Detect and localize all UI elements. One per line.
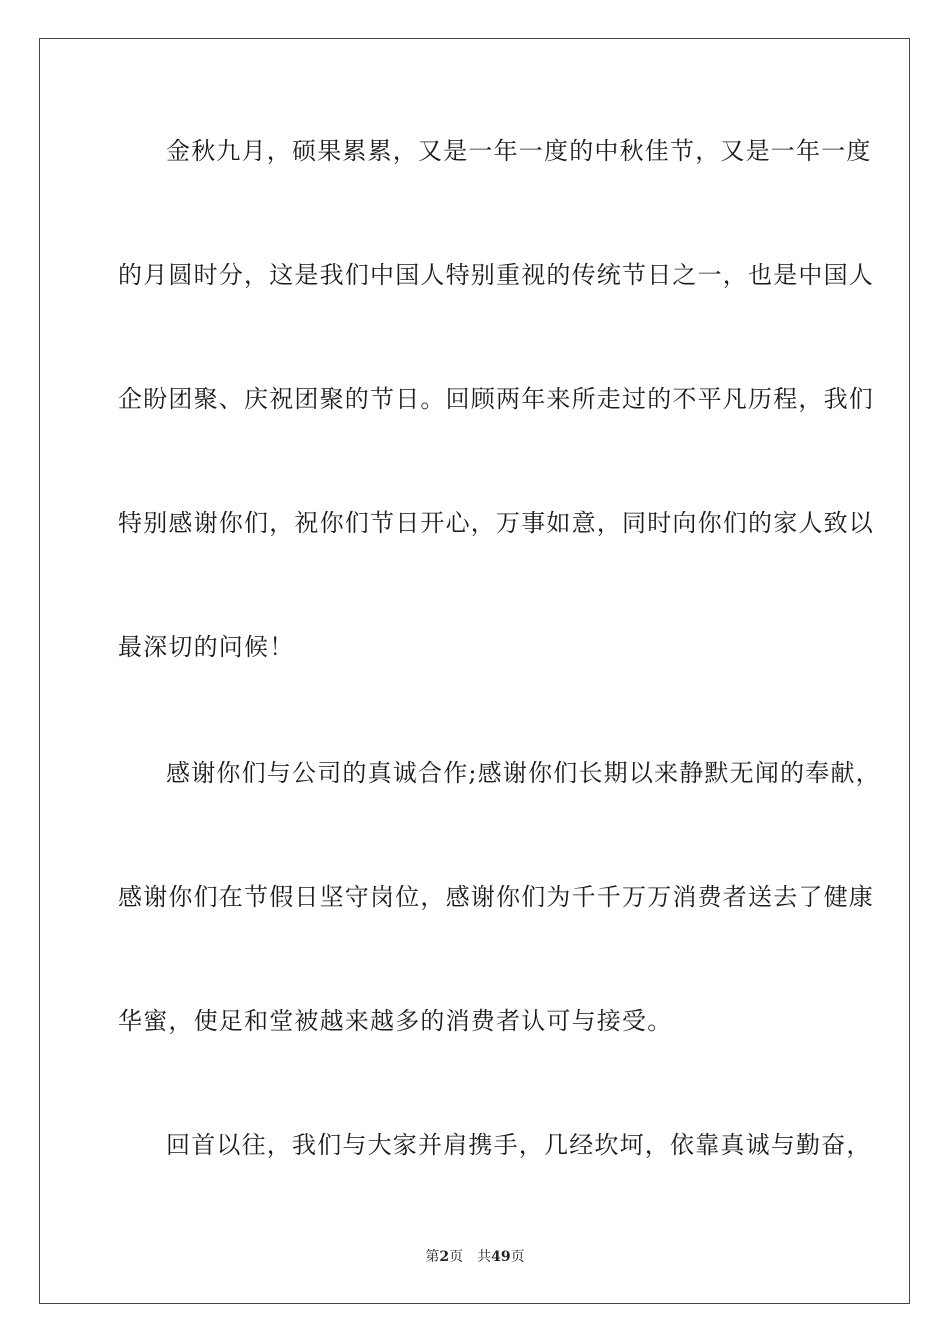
text-line-5: 最深切的问候！: [118, 633, 295, 661]
page-border: [39, 38, 910, 1304]
text-line-9: 回首以往，我们与大家并肩携手，几经坎坷，依靠真诚与勤奋，: [166, 1131, 872, 1159]
total-prefix: 共: [477, 1249, 492, 1265]
total-pages: 49: [491, 1249, 511, 1265]
text-line-3: 企盼团聚、庆祝团聚的节日。回顾两年来所走过的不平凡历程，我们: [118, 385, 874, 413]
text-line-8: 华蜜，使足和堂被越来越多的消费者认可与接受。: [118, 1007, 673, 1035]
text-line-4: 特别感谢你们，祝你们节日开心，万事如意，同时向你们的家人致以: [118, 509, 874, 537]
page-prefix: 第: [425, 1249, 440, 1265]
total-suffix: 页: [510, 1249, 525, 1265]
text-line-1: 金秋九月，硕果累累，又是一年一度的中秋佳节，又是一年一度: [166, 137, 872, 165]
page-suffix: 页: [449, 1249, 464, 1265]
text-line-6: 感谢你们与公司的真诚合作;感谢你们长期以来静默无闻的奉献，: [166, 759, 881, 787]
text-line-7: 感谢你们在节假日坚守岗位，感谢你们为千千万万消费者送去了健康: [118, 883, 874, 911]
page-footer: [0, 1248, 950, 1266]
text-line-2: 的月圆时分，这是我们中国人特别重视的传统节日之一，也是中国人: [118, 261, 874, 289]
page-number: 2: [439, 1249, 450, 1265]
